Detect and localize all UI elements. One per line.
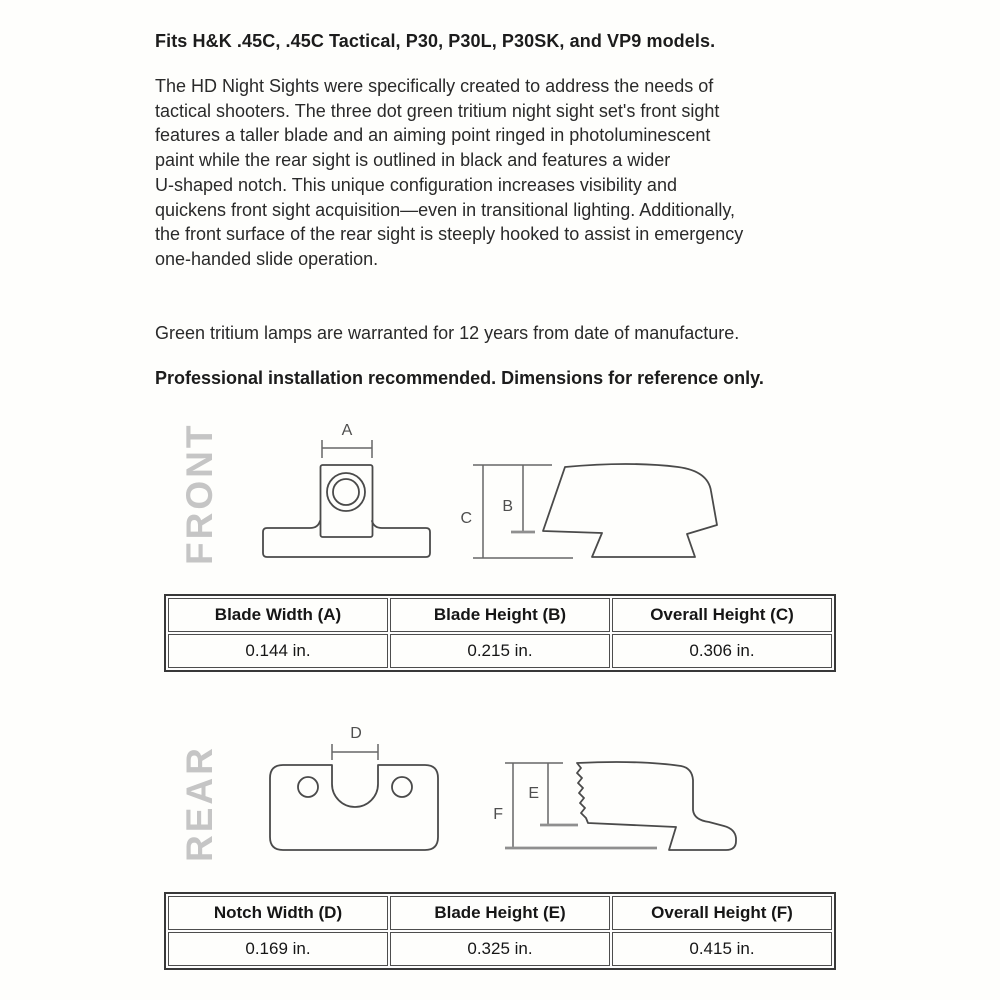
description-line: features a taller blade and an aiming point ringed in photoluminescent <box>155 125 711 146</box>
header-overall-height: Overall Height (F) <box>612 896 832 930</box>
header-blade-height: Blade Height (B) <box>390 598 610 632</box>
dimension-a-lines <box>322 440 372 458</box>
header-overall-height: Overall Height (C) <box>612 598 832 632</box>
table-value-row <box>168 634 832 668</box>
dimension-d-lines <box>332 744 378 760</box>
front-sight-side-view <box>543 464 717 557</box>
description-line: U-shaped notch. This unique configuration increases visibility and <box>155 174 677 195</box>
value-overall-height: 0.415 in. <box>612 932 832 966</box>
header-blade-height: Blade Height (E) <box>390 896 610 930</box>
value-blade-width: 0.144 in. <box>168 634 388 668</box>
warranty-note: Green tritium lamps are warranted for 12 years from date of manufacture. <box>155 323 740 343</box>
dimension-b-lines <box>511 465 535 532</box>
value-overall-height: 0.306 in. <box>612 634 832 668</box>
description-line: the front surface of the rear sight is steeply hooked to assist in emergency <box>155 224 744 245</box>
front-sight-diagram <box>160 415 850 600</box>
value-notch-width: 0.169 in. <box>168 932 388 966</box>
description-line: paint while the rear sight is outlined in black and features a wider <box>155 150 671 171</box>
rear-dimensions-table <box>164 892 836 970</box>
header-blade-width: Blade Width (A) <box>168 598 388 632</box>
product-description <box>155 74 743 272</box>
tritium-lamp-inner-ring <box>333 479 359 505</box>
rear-sight-diagram <box>160 710 850 895</box>
front-section-label: FRONT <box>179 422 220 565</box>
dimension-e-lines <box>540 763 578 825</box>
installation-note: Professional installation recommended. Dimensions for reference only. <box>155 368 764 388</box>
description-line: tactical shooters. The three dot green tritium night sight set's front sight <box>155 100 720 121</box>
tritium-lamp-left <box>298 777 318 797</box>
header-notch-width: Notch Width (D) <box>168 896 388 930</box>
value-blade-height: 0.325 in. <box>390 932 610 966</box>
rear-section-label: REAR <box>179 745 220 862</box>
dim-label-c: C <box>460 510 472 527</box>
rear-sight-side-view <box>577 762 736 850</box>
description-line: The HD Night Sights were specifically created to address the needs of <box>155 76 714 96</box>
dim-label-d: D <box>350 725 362 742</box>
dim-label-a: A <box>341 422 353 439</box>
dim-label-e: E <box>528 785 539 802</box>
table-value-row <box>168 932 832 966</box>
table-header-row <box>168 896 832 930</box>
dim-label-b: B <box>502 498 513 515</box>
description-line: quickens front sight acquisition—even in transitional lighting. Additionally, <box>155 199 735 220</box>
value-blade-height: 0.215 in. <box>390 634 610 668</box>
tritium-lamp-right <box>392 777 412 797</box>
rear-sight-rear-view <box>270 765 438 850</box>
front-dimensions-table <box>164 594 836 672</box>
fitment-heading: Fits H&K .45C, .45C Tactical, P30, P30L, P30SK, and VP9 models. <box>155 31 716 51</box>
description-line: one-handed slide operation. <box>155 248 379 269</box>
front-sight-front-view <box>263 465 430 557</box>
table-header-row <box>168 598 832 632</box>
dim-label-f: F <box>493 806 503 823</box>
